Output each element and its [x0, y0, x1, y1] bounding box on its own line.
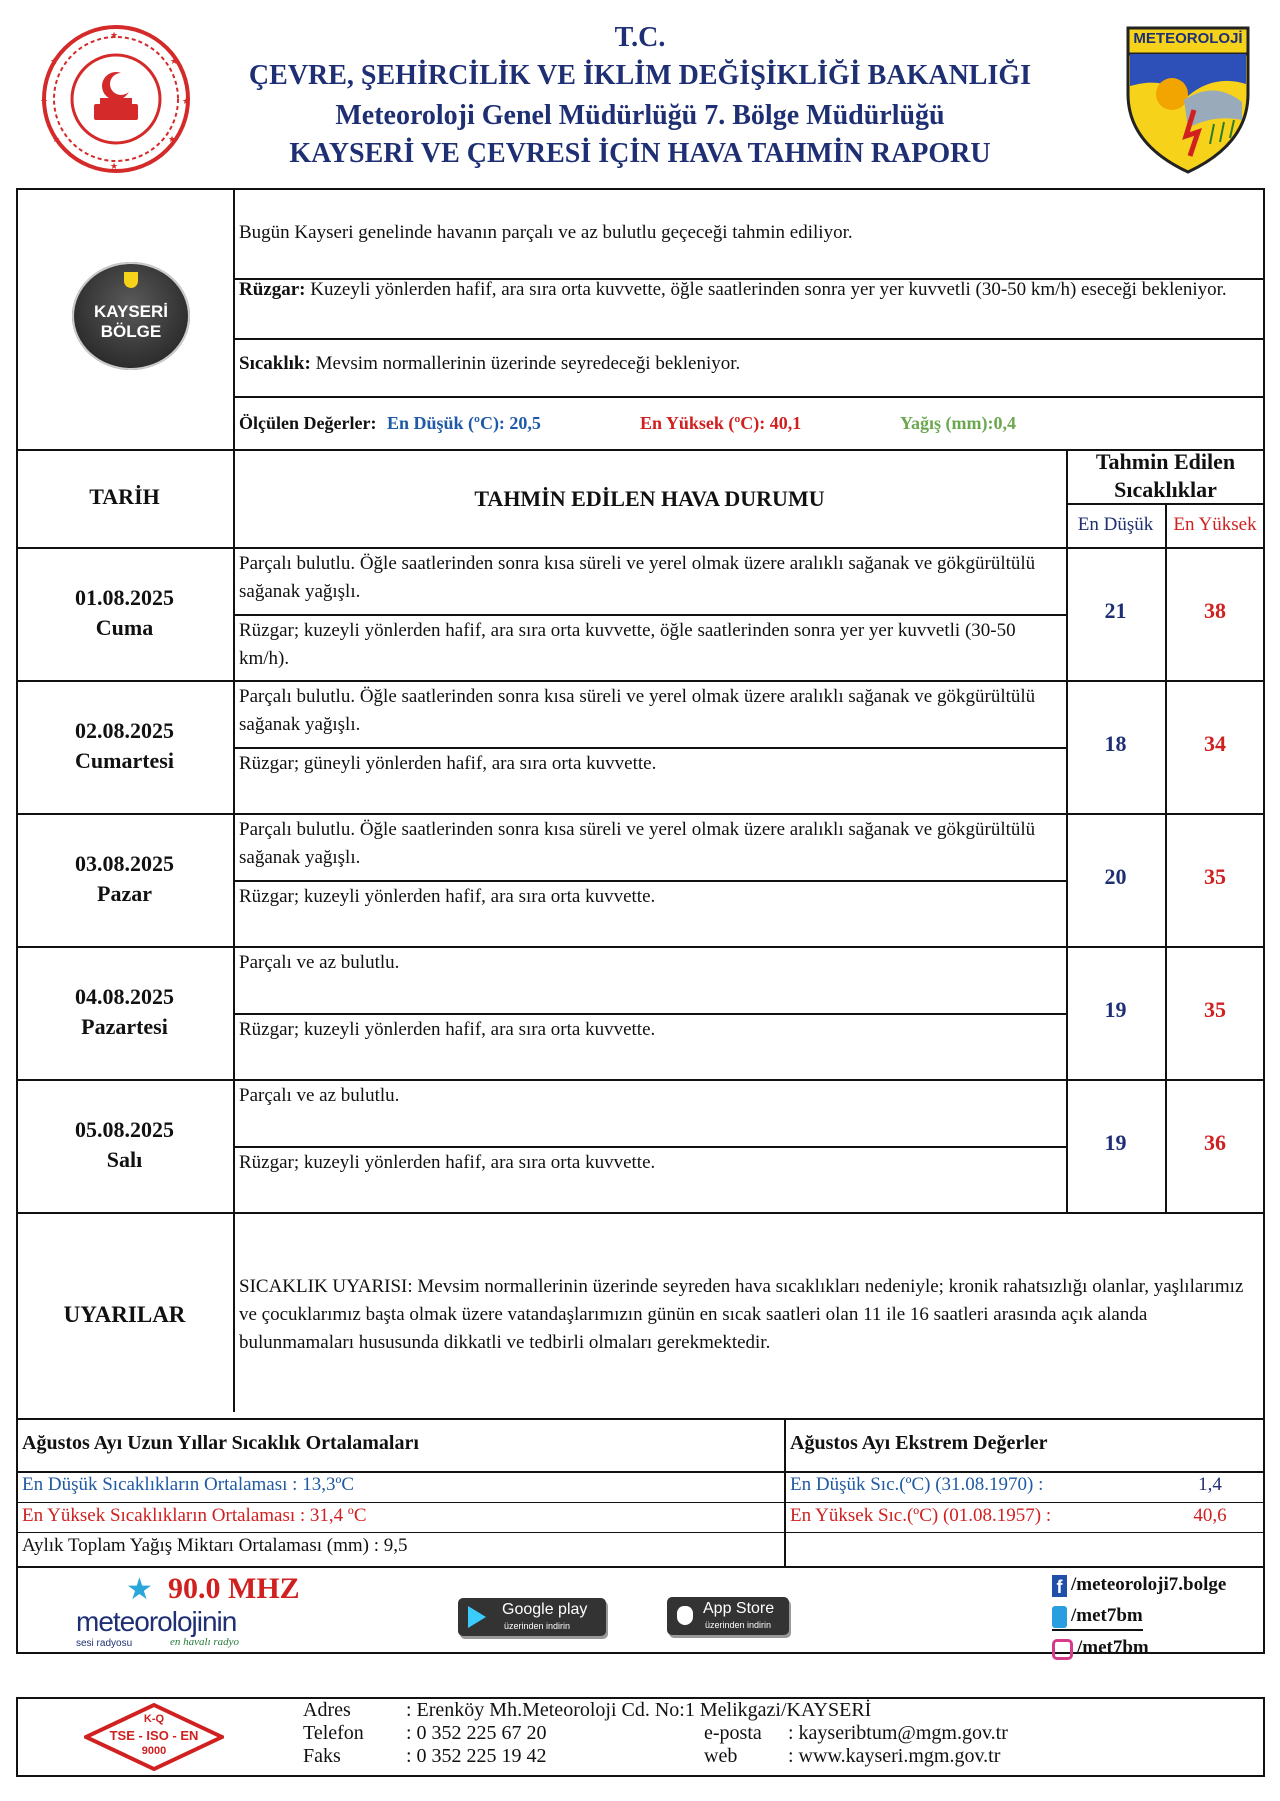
day-weather: Parçalı ve az bulutlu.	[239, 1085, 400, 1106]
day-name: Cumartesi	[75, 748, 174, 773]
summary-wind-text: Kuzeyli yönlerden hafif, ara sıra orta kuvvette, öğle saatlerinden sonra yer yer kuvvetli (30-50 km/h) eseceği bekleniyor.	[305, 279, 1227, 300]
header-line-1: T.C.	[614, 22, 666, 53]
header-max: En Yüksek	[1173, 514, 1257, 535]
day-date: 05.08.2025	[75, 1117, 174, 1142]
svg-text:★: ★	[110, 162, 119, 172]
radio-frequency: 90.0 MHZ	[168, 1572, 300, 1605]
summary-temp-text: Mevsim normallerinin üzerinde seyredeceği bekleniyor.	[310, 353, 741, 374]
web-label: web	[704, 1745, 738, 1767]
day-weather: Parçalı bulutlu. Öğle saatlerinden sonra kısa süreli ve yerel olmak üzere aralıklı sağanak ve gökgürültülü sağanak yağışlı.	[239, 686, 1036, 735]
day-weather: Parçalı ve az bulutlu.	[239, 952, 400, 973]
app-store-button[interactable]	[667, 1597, 789, 1635]
instagram-handle: /met7bm	[1077, 1637, 1149, 1658]
social-instagram[interactable]	[1052, 1637, 1149, 1660]
climate-right-max-value: 40,6	[1193, 1505, 1227, 1526]
tse-certificate-logo	[84, 1703, 224, 1771]
day-date: 03.08.2025	[75, 851, 174, 876]
svg-text:★: ★	[50, 57, 59, 67]
day-max-temp: 35	[1204, 864, 1226, 889]
facebook-handle: /meteoroloji7.bolge	[1071, 1574, 1227, 1595]
day-name: Pazar	[97, 881, 152, 906]
apple-icon	[677, 1606, 693, 1625]
address-value: : Erenköy Mh.Meteoroloji Cd. No:1 Melikgazi/KAYSERİ	[406, 1699, 872, 1721]
google-play-button[interactable]	[458, 1598, 606, 1636]
badge-line-1: KAYSERİ	[93, 302, 168, 321]
climate-right-min-label: En Düşük Sıc.(ºC) (31.08.1970) :	[790, 1474, 1044, 1495]
svg-text:★: ★	[110, 31, 119, 41]
day-max-temp: 34	[1204, 731, 1226, 756]
climate-left-title: Ağustos Ayı Uzun Yıllar Sıcaklık Ortalamaları	[22, 1432, 419, 1454]
svg-text:★: ★	[170, 57, 179, 67]
app-store-label: App Store	[703, 1600, 775, 1617]
header-forecast: TAHMİN EDİLEN HAVA DURUMU	[474, 486, 825, 511]
meteoroloji-logo	[1124, 24, 1252, 176]
day-date: 01.08.2025	[75, 585, 174, 610]
google-play-icon	[468, 1606, 486, 1628]
twitter-icon	[1052, 1606, 1067, 1628]
climate-left-max: En Yüksek Sıcaklıkların Ortalaması : 31,4 ºC	[22, 1505, 367, 1526]
google-play-label: Google play	[502, 1601, 588, 1618]
day-wind: Rüzgar; kuzeyli yönlerden hafif, ara sıra orta kuvvette, öğle saatlerinden sonra yer yer kuvvetli (30-50 km/h).	[239, 620, 1016, 669]
day-wind: Rüzgar; kuzeyli yönlerden hafif, ara sıra orta kuvvette.	[239, 1019, 656, 1040]
app-store-sub: üzerinden indirin	[705, 1620, 772, 1630]
climate-right-min-value: 1,4	[1198, 1474, 1222, 1495]
email-label: e-posta	[704, 1722, 762, 1744]
phone-label: Telefon	[303, 1722, 364, 1744]
measured-max: En Yüksek (ºC): 40,1	[640, 413, 802, 433]
measured-min: En Düşük (ºC): 20,5	[386, 413, 541, 433]
radio-star-icon: ★	[126, 1572, 153, 1607]
email-value[interactable]: : kayseribtum@mgm.gov.tr	[788, 1722, 1008, 1744]
summary-wind-label: Rüzgar:	[239, 279, 306, 300]
summary-measured	[239, 409, 1259, 437]
cert-line-2: TSE - ISO - EN	[109, 1728, 199, 1743]
day-min-temp: 19	[1104, 1130, 1127, 1155]
day-min-temp: 20	[1104, 864, 1127, 889]
warnings-text: SICAKLIK UYARISI: Mevsim normallerinin üzerinde seyreden hava sıcaklıkları nedeniyle; kronik rahatsızlığı olanlar, yaşlılarımız ve çocuklarımız başta olmak üzere vatandaşlarımızın günün en sıcak saatleri olan 11 ile 16 saatleri arasında açık alanda bulunmamaları hususunda dikkatli ve tedbirli olmaları gerekmektedir.	[239, 1276, 1244, 1353]
phone-value: : 0 352 225 67 20	[406, 1722, 547, 1744]
svg-text:★: ★	[168, 135, 177, 145]
measured-rain: Yağış (mm):0,4	[900, 413, 1016, 433]
svg-text:★: ★	[52, 135, 61, 145]
radio-sub: sesi radyosu	[76, 1638, 133, 1649]
day-wind: Rüzgar; kuzeyli yönlerden hafif, ara sıra orta kuvvette.	[239, 886, 656, 907]
header-min: En Düşük	[1077, 514, 1154, 535]
day-weather: Parçalı bulutlu. Öğle saatlerinden sonra kısa süreli ve yerel olmak üzere aralıklı sağanak ve gökgürültülü sağanak yağışlı.	[239, 553, 1036, 602]
summary-temperature	[239, 350, 1259, 378]
badge-mini-logo	[124, 272, 138, 288]
instagram-icon	[1052, 1639, 1073, 1660]
summary-wind	[239, 276, 1259, 304]
day-min-temp: 19	[1104, 997, 1127, 1022]
day-name: Salı	[106, 1147, 143, 1172]
social-facebook[interactable]	[1052, 1574, 1226, 1597]
day-wind: Rüzgar; güneyli yönlerden hafif, ara sıra orta kuvvette.	[239, 753, 657, 774]
header-date: TARİH	[89, 484, 160, 509]
header-temps: Tahmin Edilen Sıcaklıklar	[1095, 449, 1236, 502]
day-weather: Parçalı bulutlu. Öğle saatlerinden sonra kısa süreli ve yerel olmak üzere aralıklı sağanak ve gökgürültülü sağanak yağışlı.	[239, 819, 1036, 868]
climate-left-rain: Aylık Toplam Yağış Miktarı Ortalaması (mm) : 9,5	[22, 1535, 408, 1556]
warnings-label: UYARILAR	[63, 1302, 186, 1327]
summary-general: Bugün Kayseri genelinde havanın parçalı ve az bulutlu geçeceği tahmin ediliyor.	[239, 222, 853, 243]
climate-left-min: En Düşük Sıcaklıkların Ortalaması : 13,3ºC	[22, 1474, 355, 1495]
day-max-temp: 38	[1204, 598, 1226, 623]
climate-right-max-label: En Yüksek Sıc.(ºC) (01.08.1957) :	[790, 1505, 1052, 1526]
header-line-4: KAYSERİ VE ÇEVRESİ İÇİN HAVA TAHMİN RAPORU	[289, 138, 991, 169]
day-max-temp: 35	[1204, 997, 1226, 1022]
cert-line-1: K-Q	[143, 1713, 165, 1725]
day-max-temp: 36	[1204, 1130, 1226, 1155]
google-play-sub: üzerinden indirin	[504, 1621, 571, 1631]
radio-slogan: en havalı radyo	[170, 1636, 240, 1648]
svg-text:★: ★	[40, 97, 49, 107]
day-wind: Rüzgar; kuzeyli yönlerden hafif, ara sıra orta kuvvette.	[239, 1152, 656, 1173]
day-name: Cuma	[95, 615, 154, 640]
social-twitter[interactable]	[1052, 1605, 1143, 1631]
radio-name: meteorolojinin	[76, 1606, 237, 1637]
header-line-3: Meteoroloji Genel Müdürlüğü 7. Bölge Müdürlüğü	[335, 100, 945, 131]
fax-value: : 0 352 225 19 42	[406, 1745, 547, 1767]
header-line-2: ÇEVRE, ŞEHİRCİLİK VE İKLİM DEĞİŞİKLİĞİ BAKANLIĞI	[248, 60, 1032, 91]
svg-text:★: ★	[182, 97, 191, 107]
address-label: Adres	[303, 1699, 351, 1721]
day-date: 04.08.2025	[75, 984, 174, 1009]
twitter-handle: /met7bm	[1071, 1605, 1143, 1626]
day-min-temp: 21	[1104, 598, 1127, 623]
fax-label: Faks	[303, 1745, 341, 1767]
day-date: 02.08.2025	[75, 718, 174, 743]
day-min-temp: 18	[1104, 731, 1127, 756]
measured-label: Ölçülen Değerler:	[239, 413, 377, 433]
badge-line-2: BÖLGE	[100, 322, 162, 341]
cert-line-3: 9000	[141, 1745, 167, 1757]
kayseri-bolge-badge	[72, 262, 190, 370]
facebook-icon: f	[1052, 1575, 1067, 1597]
climate-right-title: Ağustos Ayı Ekstrem Değerler	[790, 1432, 1048, 1454]
web-value[interactable]: : www.kayseri.mgm.gov.tr	[788, 1745, 1001, 1767]
day-name: Pazartesi	[81, 1014, 168, 1039]
summary-temp-label: Sıcaklık:	[239, 353, 311, 374]
radio-logo	[70, 1572, 310, 1652]
meteoroloji-logo-text: METEOROLOJİ	[1133, 30, 1243, 47]
